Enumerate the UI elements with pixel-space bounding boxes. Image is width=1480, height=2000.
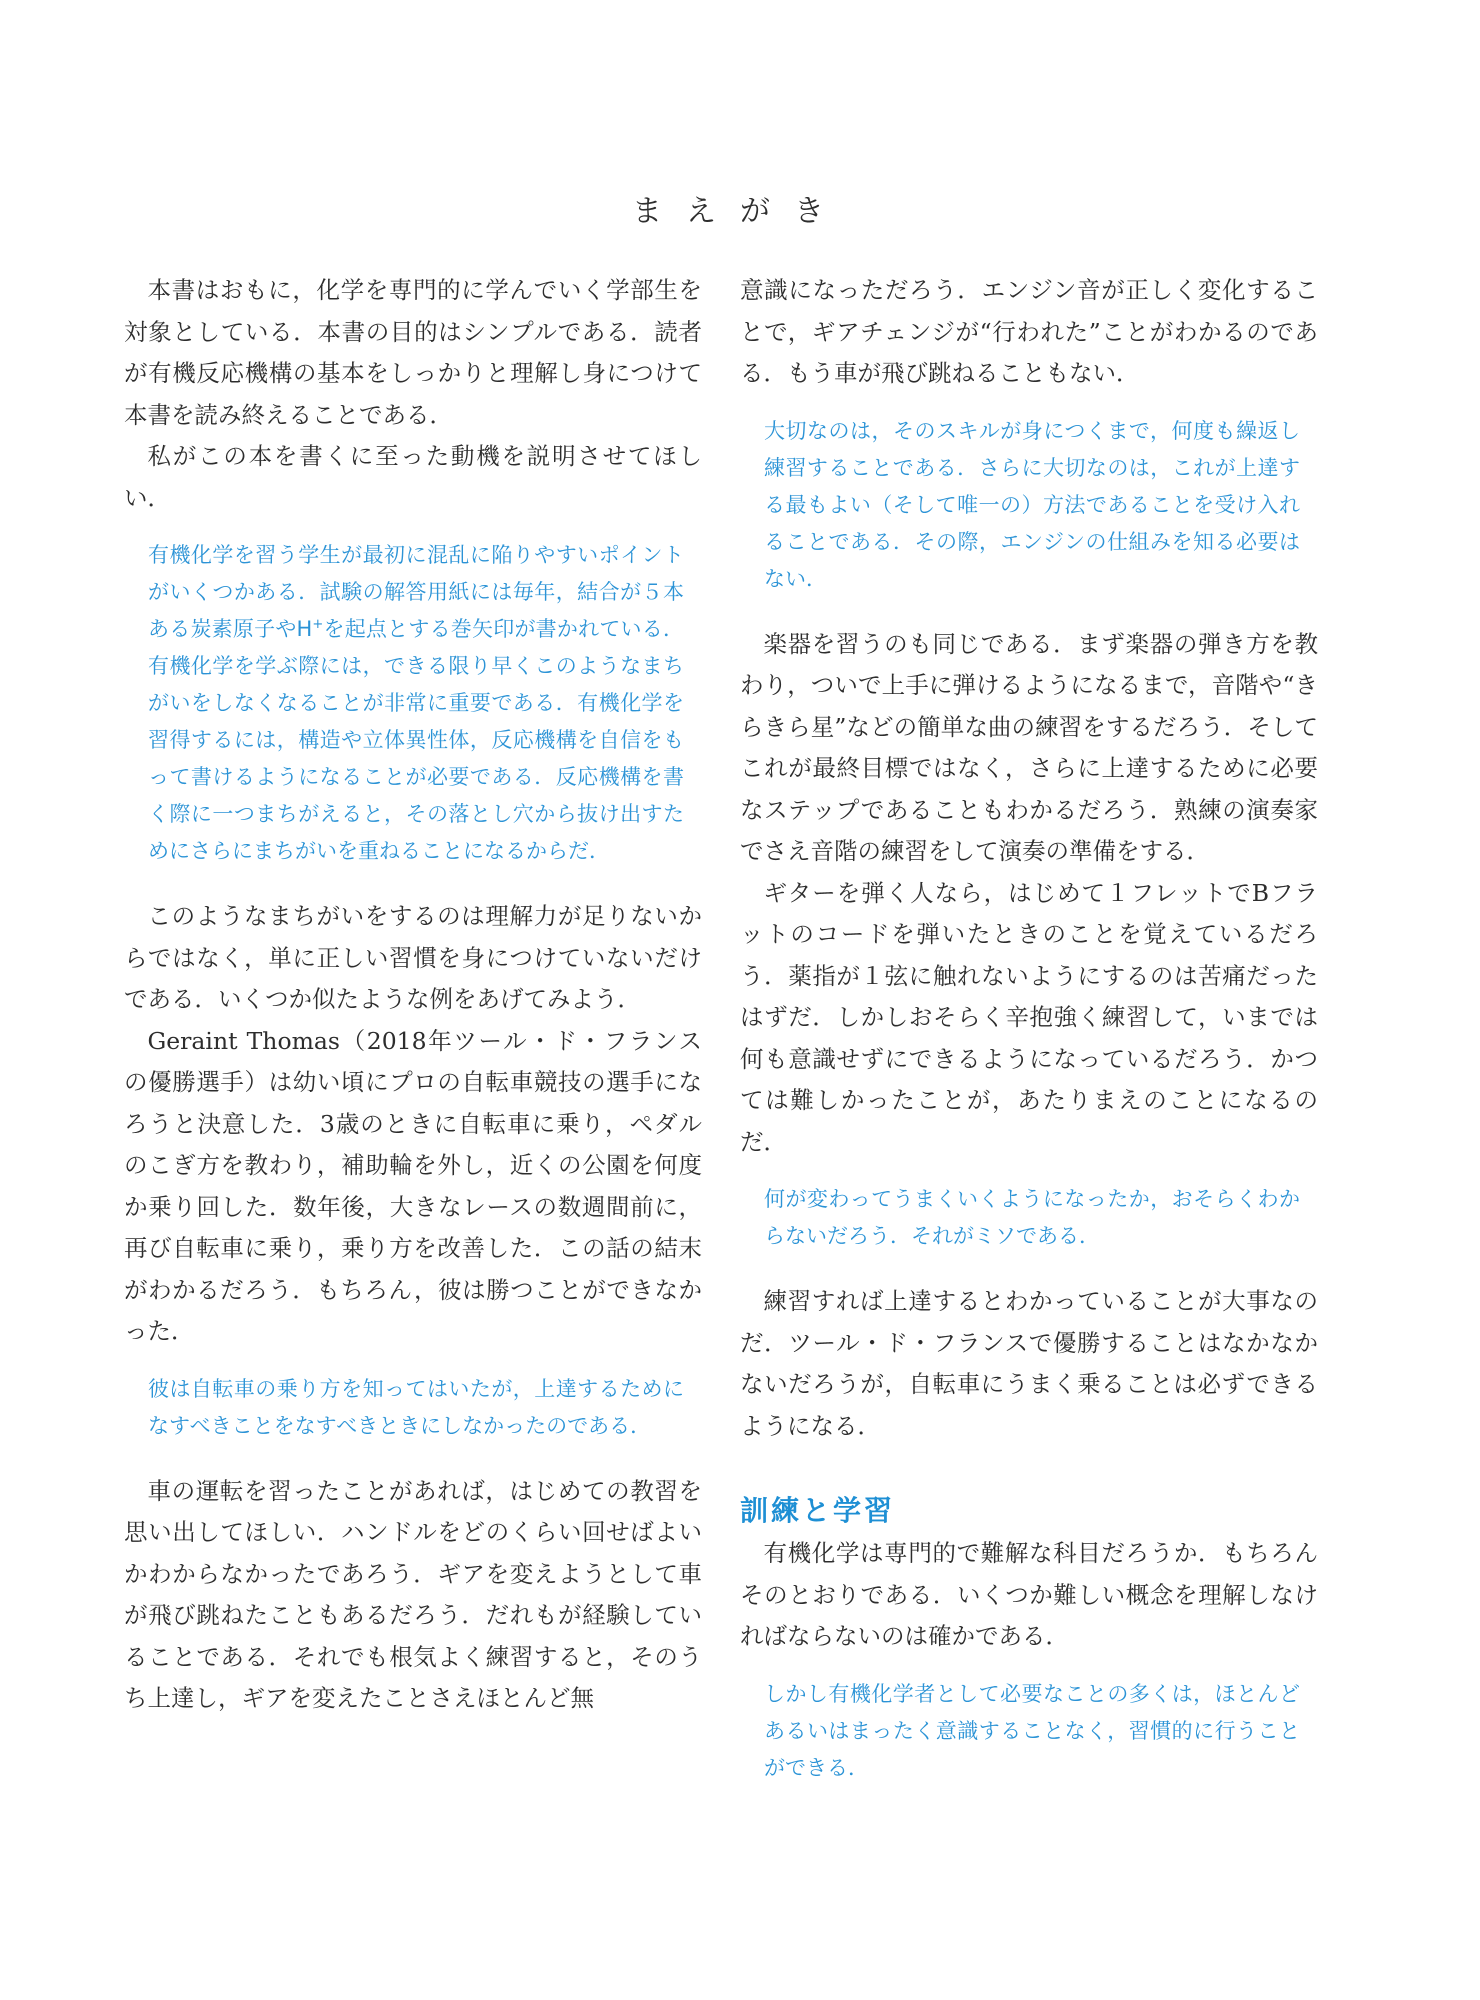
highlight-note: 大切なのは，そのスキルが身につくまで，何度も繰返し練習することである．さらに大切なのは，これが上達する最もよい（そして唯一の）方法であることを受け入れることである．その際，エンジンの仕組みを知る必要はない．: [764, 418, 1300, 591]
paragraph: ギターを弾く人なら，はじめて１フレットでBフラットのコードを弾いたときのことを覚えているだろう．薬指が１弦に触れないようにするのは苦痛だったはずだ．しかしおそらく辛抱強く練習して，いまでは何も意識せずにできるようになっているだろう．かつては難しかったことが，あたりまえのことになるのだ．: [740, 878, 1318, 1156]
paragraph: 楽器を習うのも同じである．まず楽器の弾き方を教わり，ついで上手に弾けるようになるまで，音階や“きらきら星”などの簡単な曲の練習をするだろう．そしてこれが最終目標ではなく，さらに上達するために必要なステップであることもわかるだろう．熟練の演奏家でさえ音階の練習をして演奏の準備をする．: [740, 629, 1318, 865]
paragraph: 本書はおもに，化学を専門的に学んでいく学部生を対象としている．本書の目的はシンプルである．読者が有機反応機構の基本をしっかりと理解し身につけて本書を読み終えることである．: [124, 276, 702, 429]
note-text: を起点とする巻矢印が書かれている．有機化学を学ぶ際には，できる限り早くこのようなまちがいをしなくなることが非常に重要である．有機化学を習得するには，構造や立体異性体，反応機構を自信をもって書けるようになることが必要である．反応機構を書く際に一つまちがえると，その落とし穴から抜け出すためにさらにまちがいを重ねることになるからだ．: [148, 617, 685, 863]
section-heading: 訓練と学習: [740, 1494, 896, 1527]
paragraph: 練習すれば上達するとわかっていることが大事なのだ．ツール・ド・フランスで優勝することはなかなかないだろうが，自転車にうまく乗ることは必ずできるようになる．: [740, 1287, 1318, 1440]
superscript: +: [312, 617, 324, 632]
paragraph-continued: 意識になっただろう．エンジン音が正しく変化することで，ギアチェンジが“行われた”ことがわかるのである．もう車が飛び跳ねることもない．: [740, 276, 1318, 387]
paragraph: 私がこの本を書くに至った動機を説明させてほしい．: [124, 442, 702, 512]
left-column: [124, 270, 702, 1720]
highlight-note: [148, 537, 702, 870]
note-text: 有機化学を習う学生が最初に混乱に陥りやすいポイントがいくつかある．試験の解答用紙には毎年，結合が５本ある炭素原子やH: [148, 543, 684, 641]
highlight-note: しかし有機化学者として必要なことの多くは，ほとんどあるいはまったく意識することなく，習慣的に行うことができる．: [764, 1681, 1300, 1780]
paragraph: 有機化学は専門的で難解な科目だろうか．もちろんそのとおりである．いくつか難しい概念を理解しなければならないのは確かである．: [740, 1539, 1318, 1650]
paragraph: Geraint Thomas（2018年ツール・ド・フランスの優勝選手）は幼い頃にプロの自転車競技の選手になろうと決意した．3歳のときに自転車に乗り，ペダルのこぎ方を教わり，補助輪を外し，近くの公園を何度か乗り回した．数年後，大きなレースの数週間前に，再び自転車に乗り，乗り方を改善した．この話の結末がわかるだろう．もちろん，彼は勝つことができなかった．: [124, 1026, 702, 1345]
paragraph: このようなまちがいをするのは理解力が足りないからではなく，単に正しい習慣を身につけていないだけである．いくつか似たような例をあげてみよう．: [124, 902, 702, 1013]
right-column: [740, 270, 1318, 1813]
paragraph: 車の運転を習ったことがあれば，はじめての教習を思い出してほしい．ハンドルをどのくらい回せばよいかわからなかったであろう．ギアを変えようとして車が飛び跳ねたこともあるだろう．だれもが経験していることである．それでも根気よく練習すると，そのうち上達し，ギアを変えたことさえほとんど無: [124, 1476, 702, 1712]
page-title: まえがき: [632, 194, 848, 229]
highlight-note: 何が変わってうまくいくようになったか，おそらくわからないだろう．それがミソである．: [764, 1187, 1300, 1248]
highlight-note: 彼は自転車の乗り方を知ってはいたが，上達するためになすべきことをなすべきときにしなかったのである．: [148, 1376, 684, 1438]
